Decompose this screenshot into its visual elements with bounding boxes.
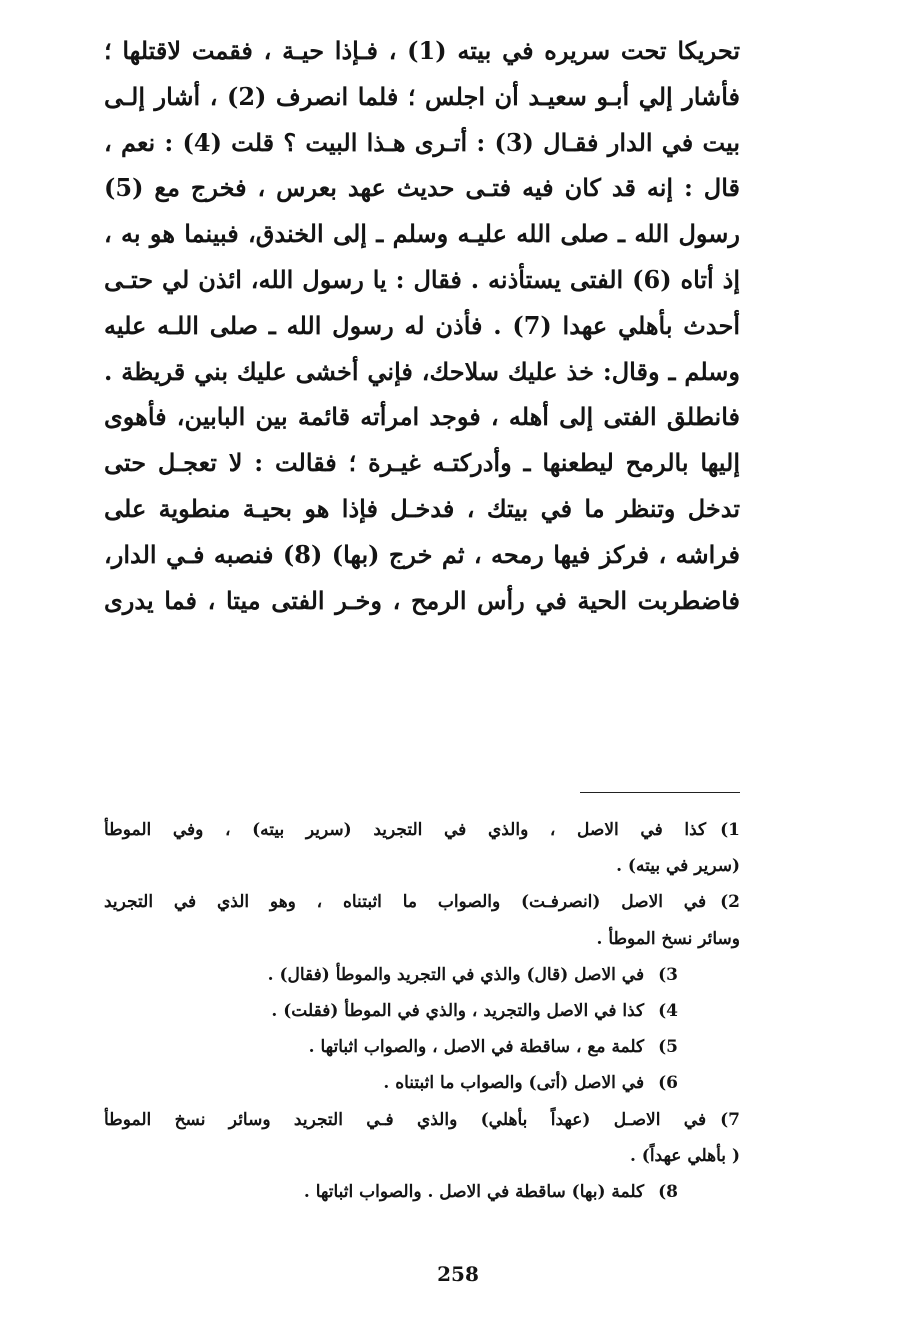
text-line: بيت في الدار فقـال (3) : أتـرى هـذا البيت ؟ قلت (4) : نعم ،	[104, 127, 740, 157]
text-line: فأشار إلي أبـو سعيـد أن اجلس ؛ فلما انصرف (2) ، أشار إلـى	[104, 81, 740, 111]
text-line: قال : إنه قد كان فيه فتـى حديث عهد بعرس ، فخرج مع (5)	[104, 173, 740, 203]
footnote-number: 1)	[720, 820, 740, 840]
footnote-7	[104, 1102, 740, 1138]
text-line: فراشه ، فركز فيها رمحه ، ثم خرج (بها) (8) فنصبه فـي الدار،	[104, 539, 740, 569]
footnote-number: 6)	[658, 1073, 678, 1094]
footnote-3	[104, 957, 740, 993]
text-line: رسول الله ـ صلى الله عليـه وسلم ـ إلى الخندق، فبينما هو به ،	[104, 219, 740, 249]
footnote-2	[104, 884, 740, 920]
footnote-6	[104, 1065, 740, 1101]
footnote-8	[104, 1174, 740, 1210]
footnote-separator	[580, 792, 740, 793]
footnote-text: كذا في الاصل ، والذي في التجريد (سرير بيته) ، وفي الموطأ	[104, 820, 707, 840]
footnote-5	[104, 1029, 740, 1065]
main-text	[104, 28, 740, 623]
footnote-2-continued: وسائر نسخ الموطأ .	[596, 928, 740, 949]
footnote-1-continued: (سرير في بيته) .	[616, 856, 740, 877]
footnote-number: 7)	[720, 1109, 740, 1130]
footnote-number: 5)	[658, 1037, 678, 1058]
footnote-number: 4)	[658, 1000, 678, 1021]
footnote-1	[104, 812, 740, 848]
page-number: 258	[437, 1262, 479, 1286]
footnote-7-continued: ( بأهلي عهداً) .	[629, 1145, 740, 1166]
footnote-number: 8)	[658, 1181, 678, 1202]
footnote-text: كلمة (بها) ساقطة في الاصل . والصواب اثباتها .	[303, 1181, 645, 1202]
text-line: إليها بالرمح ليطعنها ـ وأدركتـه غيـرة ؛ فقالت : لا تعجـل حتى	[104, 448, 740, 478]
footnote-text: في الاصل (أتى) والصواب ما اثبتناه .	[383, 1073, 645, 1094]
text-line: تدخل وتنظر ما في بيتك ، فدخـل فإذا هو بحيـة منطوية على	[104, 493, 740, 523]
footnote-number: 3)	[658, 964, 678, 985]
text-line: تحريكا تحت سريره في بيته (1) ، فـإذا حيـة ، فقمت لاقتلها ؛	[104, 36, 740, 65]
footnote-4	[104, 993, 740, 1029]
text-line: إذ أتاه (6) الفتى يستأذنه . فقال : يا رسول الله، ائذن لي حتـى	[104, 264, 740, 294]
footnotes	[104, 812, 740, 1210]
text-line: فاضطربت الحية في رأس الرمح ، وخـر الفتى ميتا ، فما يدرى	[104, 585, 740, 615]
footnote-text: كذا في الاصل والتجريد ، والذي في الموطأ (فقلت) .	[271, 1000, 645, 1021]
footnote-text: كلمة مع ، ساقطة في الاصل ، والصواب اثباتها .	[308, 1037, 645, 1058]
footnote-text: في الاصـل (عهداً بأهلي) والذي فـي التجريد وسائر نسخ الموطأ	[104, 1109, 707, 1130]
text-line: فانطلق الفتى إلى أهله ، فوجد امرأته قائمة بين البابين، فأهوى	[104, 402, 740, 432]
text-line: أحدث بأهلي عهدا (7) . فأذن له رسول الله ـ صلى اللـه عليه	[104, 310, 740, 340]
footnote-text: في الاصل (انصرفـت) والصواب ما اثبتناه ، وهو الذي في التجريد	[104, 892, 707, 913]
footnote-number: 2)	[720, 892, 740, 913]
text-line: وسلم ـ وقال: خذ عليك سلاحك، فإني أخشى عليك بني قريظة .	[104, 356, 740, 386]
footnote-text: في الاصل (قال) والذي في التجريد والموطأ (فقال) .	[267, 964, 645, 985]
